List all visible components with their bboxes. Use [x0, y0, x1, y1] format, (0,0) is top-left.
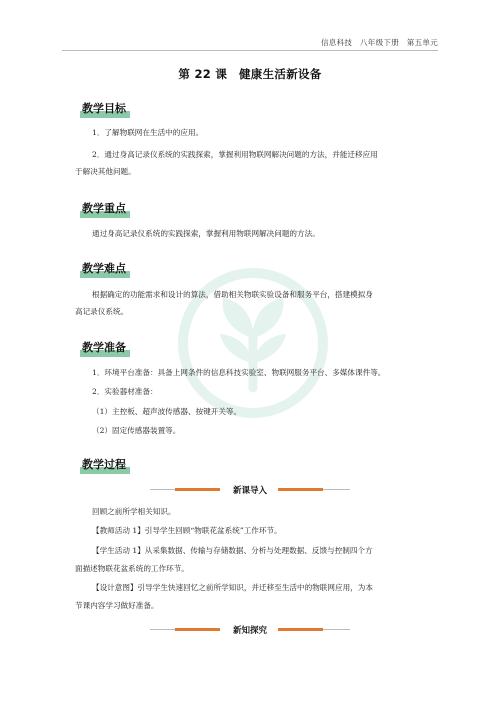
- heading-key: 教学重点: [80, 200, 128, 218]
- page-title: 第 22 课 健康生活新设备: [178, 67, 322, 81]
- process-line-6: 节课内容学习做好准备。: [75, 601, 159, 610]
- header-divider: [62, 50, 438, 51]
- process-line-5: 【设计意图】引导学生快速回忆之前所学知识，并迁移至生活中的物联网应用，为本: [92, 583, 373, 592]
- prep-line-4: （2）固定传感器装置等。: [92, 426, 181, 435]
- process-line-3: 【学生活动 1】从采集数据、传输与存储数据、分析与处理数据、反馈与控制四个方: [92, 546, 373, 555]
- subheading-intro: 新课导入: [232, 486, 267, 496]
- heading-goals: 教学目标: [80, 100, 128, 118]
- process-line-1: 回顾之前所学相关知识。: [92, 507, 176, 516]
- heading-prep: 教学准备: [80, 339, 128, 357]
- heading-process: 教学过程: [80, 456, 128, 474]
- header-text: 信息科技 八年级下册 第五单元: [321, 38, 438, 47]
- key-line-1: 通过身高记录仪系统的实践探索，掌握利用物联网解决问题的方法。: [92, 229, 320, 238]
- difficulty-line-1: 根据确定的功能需求和设计的算法，借助相关物联实验设备和服务平台，搭建模拟身: [92, 290, 373, 299]
- goals-line-3: 于解决其他问题。: [75, 167, 136, 176]
- prep-line-2: 2．实验器材准备：: [92, 387, 158, 396]
- heading-difficulty: 教学难点: [80, 260, 128, 278]
- process-line-2: 【教师活动 1】引导学生回顾“物联花盆系统”工作环节。: [92, 526, 282, 535]
- prep-line-3: （1）主控板、超声波传感器、按键开关等。: [92, 407, 242, 416]
- process-line-4: 面描述物联花盆系统的工作环节。: [75, 564, 189, 573]
- goals-line-1: 1．了解物联网在生活中的应用。: [92, 128, 204, 137]
- subheading-explore: 新知探究: [232, 626, 267, 636]
- goals-line-2: 2．通过身高记录仪系统的实践探索，掌握利用物联网解决问题的方法，并能迁移应用: [92, 150, 378, 159]
- prep-line-1: 1．环境平台准备：具备上网条件的信息科技实验室、物联网服务平台、多媒体课件等。: [92, 368, 386, 377]
- difficulty-line-2: 高记录仪系统。: [75, 307, 129, 316]
